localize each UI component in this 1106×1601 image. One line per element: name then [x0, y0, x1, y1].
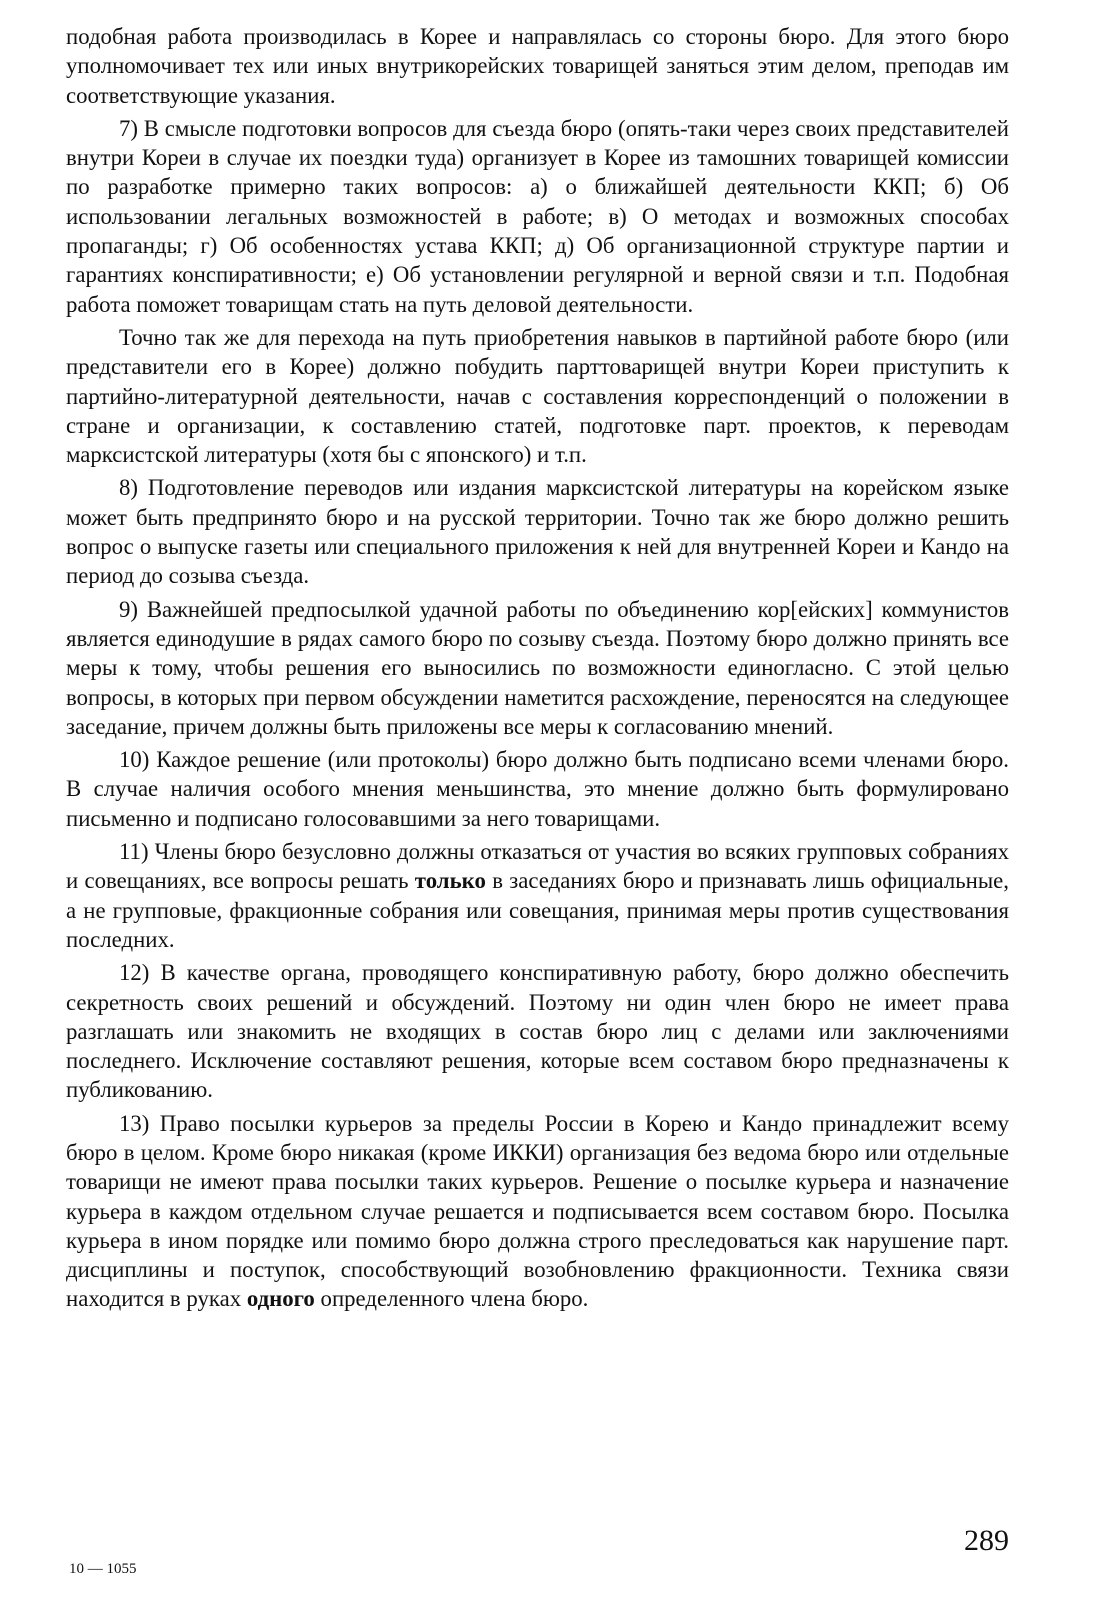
paragraph-continuation: подобная работа производилась в Корее и направлялась со стороны бюро. Для этого бюро уполномочивает тех или иных внутрикорейских товарищей заняться этим делом, преподав им соответствующие указания. [66, 24, 1009, 108]
paragraph-item-9: 9) Важнейшей предпосылкой удачной работы по объединению кор[ейских] коммунистов является единодушие в рядах самого бюро по созыву съезда. Поэтому бюро должно принять все меры к тому, чтобы решения его выносились по возможности единогласно. С этой целью вопросы, в которых при первом обсуждении наметится расхождение, переносятся на следующее заседание, причем должны быть приложены все меры к согласованию мнений. [66, 596, 1009, 739]
paragraph-item-10: 10) Каждое решение (или протоколы) бюро должно быть подписано всеми членами бюро. В случае наличия особого мнения меньшинства, это мнение должно быть формулировано письменно и подписано голосовавшими за него товарищами. [66, 747, 1009, 831]
paragraph-item-8: 8) Подготовление переводов или издания марксистской литературы на корейском языке может быть предпринято бюро и на русской территории. Точно так же бюро должно решить вопрос о выпуске газеты или специального приложения к ней для внутренней Кореи и Кандо на период до созыва съезда. [66, 475, 1009, 589]
paragraph-item-11 [66, 837, 1009, 954]
emphasis-text: только [414, 868, 486, 894]
printer-signature: 10 — 1055 [69, 1561, 137, 1577]
emphasis-text: одного [246, 1286, 315, 1312]
paragraph-item-12: 12) В качестве органа, проводящего конспиративную работу, бюро должно обеспечить секретность своих решений и обсуждений. Поэтому ни один член бюро не имеет права разглашать или знакомить не входящих в состав бюро лиц с делами или заключениями последнего. Исключение составляют решения, которые всем составом бюро предназначены к публикованию. [66, 960, 1009, 1103]
paragraph-text: 13) Право посылки курьеров за пределы России в Корею и Кандо принадлежит всему бюро в целом. Кроме бюро никакая (кроме ИККИ) организация без ведома бюро или отдельные товарищи не имеют права посылки таких курьеров. Решение о посылке курьера и назначение курьера в каждом отдельном случае решается и подписывается всем составом бюро. Посылка курьера в ином порядке или помимо бюро должна строго преследоваться как нарушение парт. дисциплины и поступок, способствующий возобновлению фракционности. Техника связи находится в руках [66, 1110, 1009, 1312]
paragraph-text: 11) Члены бюро безусловно должны отказаться от участия во всяких групповых собраниях и совещаниях, все вопросы решать [66, 839, 1009, 894]
paragraph-text: в заседаниях бюро и признавать лишь официальные, а не групповые, фракционные собрания или совещания, принимая меры против существования последних. [66, 868, 1009, 952]
paragraph-text: определенного члена бюро. [314, 1286, 589, 1312]
paragraph-item-7: 7) В смысле подготовки вопросов для съезда бюро (опять-таки через своих представителей внутри Кореи в случае их поездки туда) организует в Корее из тамошних товарищей комиссии по разработке примерно таких вопросов: а) о ближайшей деятельности ККП; б) Об использовании легальных возможностей в работе; в) О методах и возможных способах пропаганды; г) Об особенностях устава ККП; д) Об организационной структуре партии и гарантиях конспиративности; е) Об установлении регулярной и верной связи и т.п. Подобная работа поможет товарищам стать на путь деловой деятельности. [66, 115, 1009, 317]
page-number: 289 [964, 1524, 1009, 1557]
paragraph-item-13 [66, 1109, 1009, 1314]
body-text [66, 22, 1009, 1318]
paragraph-literary-work: Точно так же для перехода на путь приобретения навыков в партийной работе бюро (или представители его в Корее) должно побудить парттоварищей внутри Кореи приступить к партийно-литературной деятельности, начав с составления корреспонденций о положении в стране и организации, к составлению статей, подготовке парт. проектов, к переводам марксистской литературы (хотя бы с японского) и т.п. [66, 324, 1009, 468]
